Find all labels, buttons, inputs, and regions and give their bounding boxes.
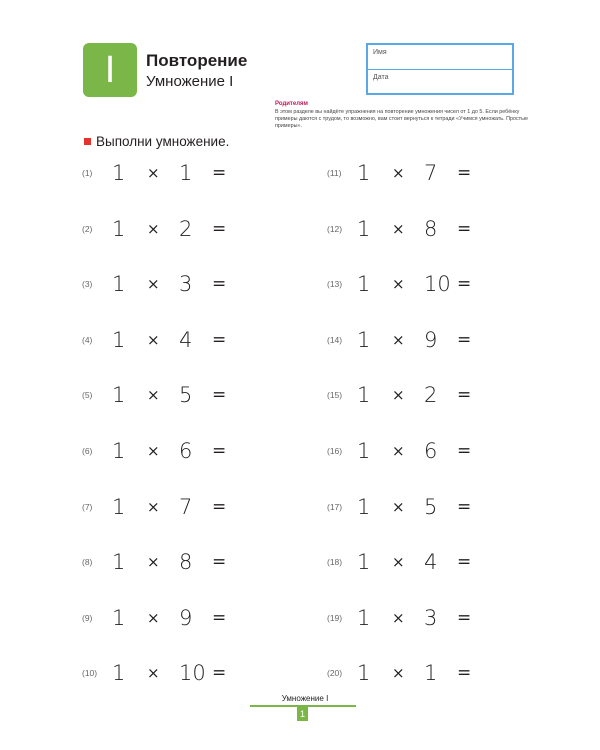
problem-number: (9) [82,612,93,623]
multiply-sign: × [392,386,405,405]
factor-a: 1 [112,494,126,519]
factor-b: 1 [179,161,193,185]
multiply-sign: × [147,275,160,294]
answer-blank[interactable] [477,214,522,244]
equals-sign: = [457,329,472,350]
factor-a: 1 [357,439,371,463]
problem-number: (5) [82,390,93,401]
factor-b: 4 [424,550,438,575]
answer-blank[interactable] [232,325,277,355]
problem-item [82,158,282,188]
footer-label: Умножение I [281,694,329,703]
answer-blank[interactable] [477,158,522,188]
factor-b: 9 [424,327,438,352]
problem-number: (15) [327,390,343,401]
equals-sign: = [212,607,227,628]
equals-sign: = [457,274,472,295]
factor-a: 1 [357,216,371,241]
problem-item [82,658,282,688]
multiply-sign: × [147,553,160,572]
problem-number: (16) [327,446,343,456]
answer-blank[interactable] [232,492,277,522]
factor-a: 1 [112,383,126,408]
equals-sign: = [457,607,472,628]
factor-a: 1 [112,439,126,463]
problem-item [327,380,527,410]
problem-item [327,547,527,577]
multiply-sign: × [147,219,160,238]
page-subtitle: Умножение I [146,73,234,90]
multiply-sign: × [392,330,405,349]
equals-sign: = [212,441,227,461]
multiply-sign: × [147,164,160,182]
problem-item [82,269,282,299]
section-badge: I [83,43,137,97]
problem-number: (7) [82,501,93,512]
problem-number: (1) [82,168,93,178]
factor-b: 3 [179,272,193,297]
multiply-sign: × [392,608,405,627]
problem-item [327,325,527,355]
multiply-sign: × [392,664,405,683]
problem-item [82,436,282,466]
factor-a: 1 [357,383,371,408]
answer-blank[interactable] [477,436,522,466]
problem-number: (10) [82,668,98,679]
page-number: 1 [297,707,308,721]
problem-number: (2) [82,223,93,234]
equals-sign: = [457,163,472,183]
factor-b: 4 [179,327,193,352]
multiply-sign: × [147,608,160,627]
factor-b: 6 [179,439,193,463]
problem-number: (12) [327,223,343,234]
equals-sign: = [457,496,472,517]
answer-blank[interactable] [477,658,522,688]
factor-a: 1 [112,605,126,630]
answer-blank[interactable] [477,380,522,410]
problem-number: (14) [327,334,343,345]
answer-blank[interactable] [232,547,277,577]
factor-a: 1 [112,272,126,297]
problem-number: (4) [82,334,93,345]
equals-sign: = [457,385,472,406]
answer-blank[interactable] [477,492,522,522]
factor-a: 1 [112,327,126,352]
factor-a: 1 [357,327,371,352]
answer-blank[interactable] [232,658,277,688]
multiply-sign: × [392,219,405,238]
equals-sign: = [212,163,227,183]
problem-item [327,269,527,299]
problem-number: (3) [82,279,93,290]
factor-b: 9 [179,605,193,630]
date-field[interactable] [368,70,512,95]
factor-b: 5 [424,494,438,519]
answer-blank[interactable] [477,325,522,355]
answer-blank[interactable] [232,436,277,466]
problem-item [82,214,282,244]
factor-b: 10 [179,661,206,686]
multiply-sign: × [392,553,405,572]
equals-sign: = [212,274,227,295]
factor-b: 8 [424,216,438,241]
factor-b: 6 [424,439,438,463]
instruction-bullet-icon [84,138,91,145]
problem-number: (13) [327,279,343,290]
factor-a: 1 [112,550,126,575]
problem-item [82,380,282,410]
multiply-sign: × [147,442,160,460]
factor-b: 8 [179,550,193,575]
problem-number: (20) [327,668,343,679]
problem-item [82,492,282,522]
factor-b: 1 [424,661,438,686]
factor-a: 1 [357,550,371,575]
answer-blank[interactable] [232,603,277,633]
equals-sign: = [457,441,472,461]
page-title: Повторение [146,51,248,70]
multiply-sign: × [147,386,160,405]
equals-sign: = [457,663,472,684]
factor-a: 1 [112,216,126,241]
answer-blank[interactable] [477,547,522,577]
problem-item [327,603,527,633]
problem-item [327,436,527,466]
factor-a: 1 [357,605,371,630]
problem-number: (18) [327,557,343,568]
answer-blank[interactable] [477,269,522,299]
factor-b: 2 [424,383,438,408]
equals-sign: = [212,552,227,573]
factor-b: 7 [179,494,193,519]
factor-a: 1 [112,661,126,686]
factor-a: 1 [112,161,126,185]
equals-sign: = [457,218,472,239]
multiply-sign: × [147,497,160,516]
answer-blank[interactable] [232,269,277,299]
equals-sign: = [212,218,227,239]
equals-sign: = [212,663,227,684]
factor-b: 10 [424,272,451,297]
name-field[interactable] [368,45,512,70]
equals-sign: = [212,329,227,350]
factor-a: 1 [357,661,371,686]
problem-item [327,214,527,244]
problem-number: (6) [82,446,93,456]
parents-note-text: В этом разделе вы найдёте упражнения на повторение умножения чисел от 1 до 5. Если ребёнку примеры даются с трудом, то возможно, вам стоит вернуться к тетради «Учимся умножать. Простые примеры». [275,109,529,129]
problem-number: (17) [327,501,343,512]
problem-item [82,547,282,577]
factor-a: 1 [357,161,371,185]
multiply-sign: × [392,164,405,182]
problem-number: (19) [327,612,343,623]
problem-number: (11) [327,168,342,178]
factor-b: 5 [179,383,193,408]
name-date-box [366,43,514,95]
factor-b: 3 [424,605,438,630]
problem-number: (8) [82,557,93,568]
equals-sign: = [212,496,227,517]
multiply-sign: × [392,275,405,294]
answer-blank[interactable] [232,214,277,244]
factor-a: 1 [357,494,371,519]
factor-b: 7 [424,161,438,185]
multiply-sign: × [392,497,405,516]
date-label: Дата [373,74,389,81]
answer-blank[interactable] [232,380,277,410]
instruction-text: Выполни умножение. [96,134,230,149]
parents-note-title: Родителям [275,101,308,107]
multiply-sign: × [392,442,405,460]
problem-item [327,658,527,688]
problem-item [327,158,527,188]
problem-item [82,325,282,355]
multiply-sign: × [147,664,160,683]
equals-sign: = [457,552,472,573]
equals-sign: = [212,385,227,406]
answer-blank[interactable] [477,603,522,633]
problem-item [327,492,527,522]
answer-blank[interactable] [232,158,277,188]
factor-a: 1 [357,272,371,297]
multiply-sign: × [147,330,160,349]
name-label: Имя [373,49,387,56]
factor-b: 2 [179,216,193,241]
problem-item [82,603,282,633]
